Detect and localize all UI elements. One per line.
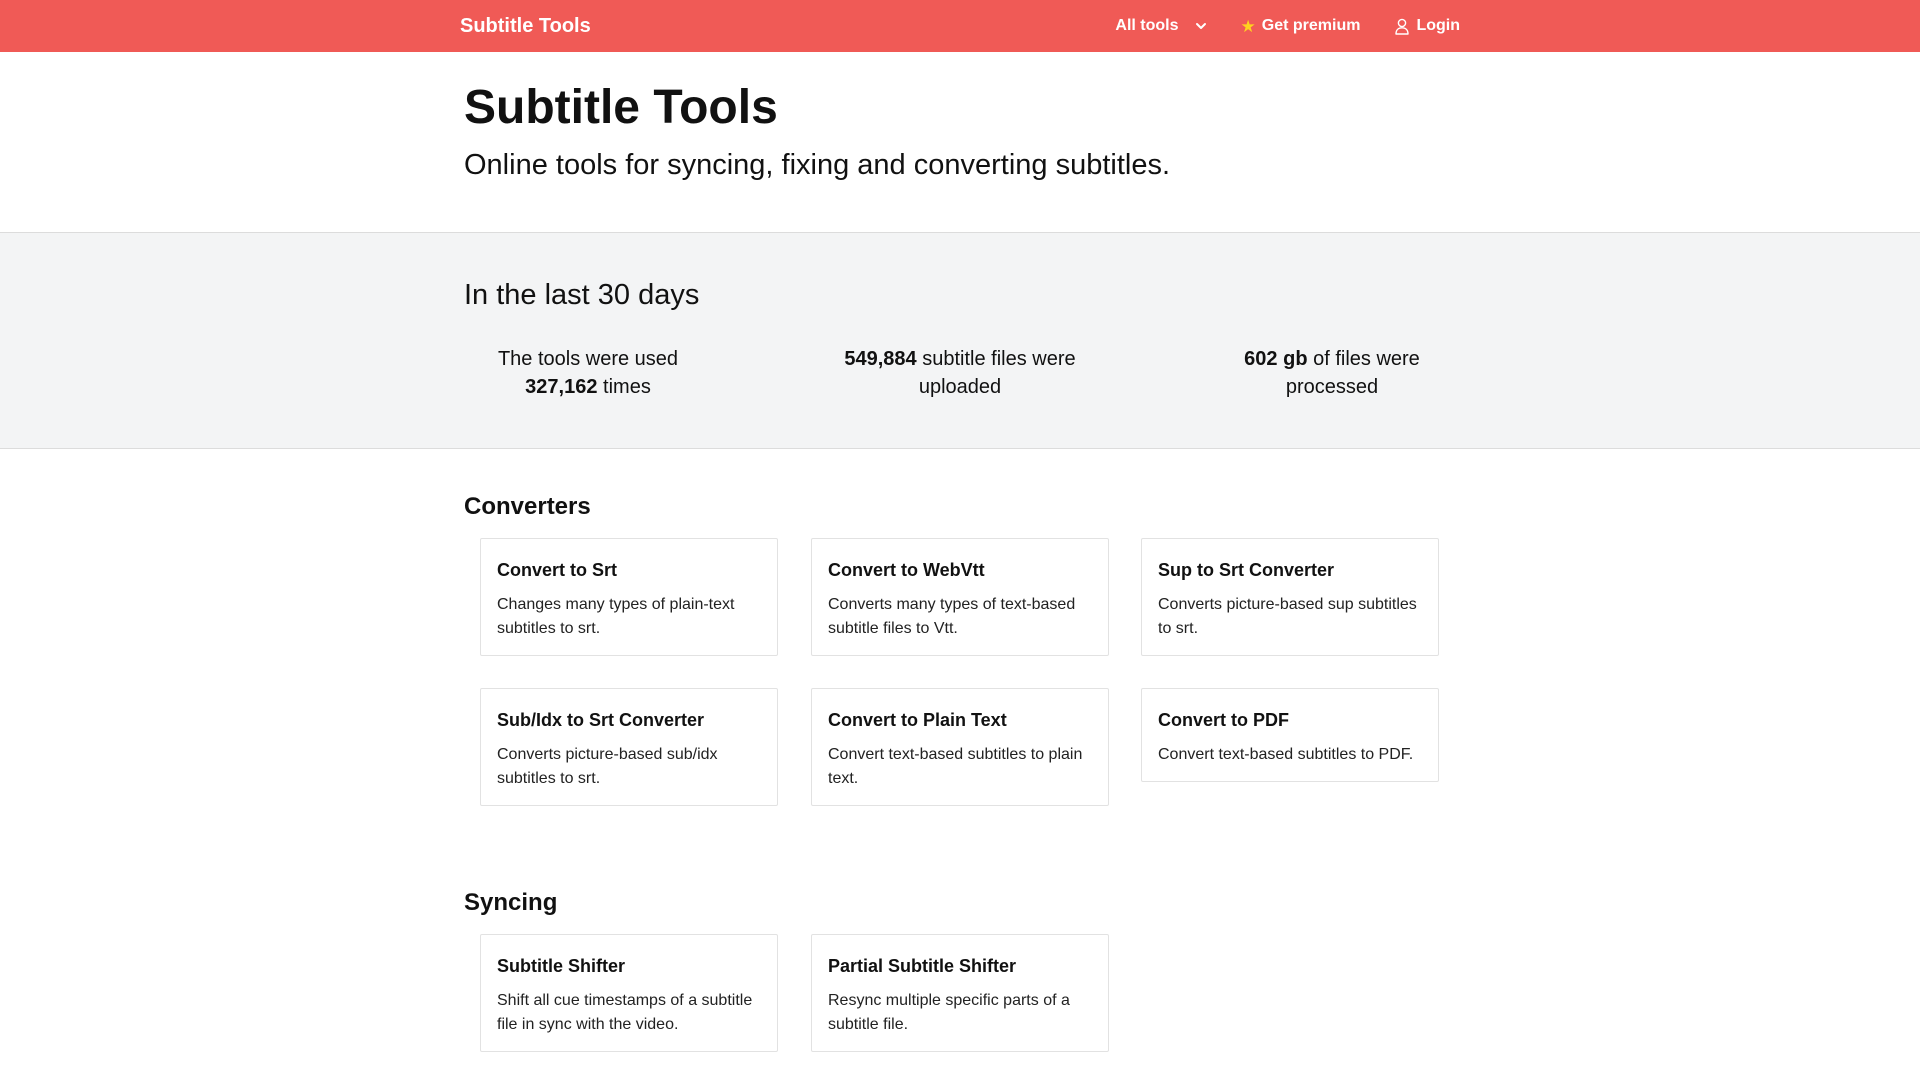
tool-card-title: Sup to Srt Converter [1158,560,1335,580]
stats-heading: In the last 30 days [464,279,700,311]
stats-section [0,233,1920,449]
login-link[interactable] [1394,17,1460,35]
get-premium-link[interactable] [1241,17,1361,35]
converters-heading: Converters [464,493,591,520]
top-navbar [0,0,1920,52]
tool-card-description: Convert text-based subtitles to PDF. [1158,746,1414,763]
hero-section [0,52,1920,233]
tool-card-convert-to-srt[interactable] [480,538,778,656]
tool-card-subidx-to-srt[interactable] [480,688,778,806]
tool-card-convert-to-plain-text[interactable] [811,688,1109,806]
tool-card-title: Subtitle Shifter [497,956,626,976]
tool-card-convert-to-pdf[interactable] [1141,688,1439,782]
chevron-down-icon [1195,20,1207,32]
brand-link[interactable]: Subtitle Tools [460,15,591,37]
page-title: Subtitle Tools [464,81,778,134]
stat-files-uploaded [830,345,1090,401]
stat-processed-suffix: of files were processed [1285,348,1420,398]
tool-card-sup-to-srt[interactable] [1141,538,1439,656]
tool-card-description: Converts many types of text-based subtitle files to Vtt. [828,596,1076,637]
get-premium-label: Get premium [1261,17,1361,34]
tool-card-title: Partial Subtitle Shifter [828,956,1017,976]
tool-card-description: Converts picture-based sub/idx subtitles to srt. [497,746,718,787]
page-subtitle: Online tools for syncing, fixing and converting subtitles. [464,149,1171,181]
star-icon: ★ [1240,16,1256,36]
user-icon [1394,18,1410,35]
all-tools-label: All tools [1115,17,1179,34]
tool-card-convert-to-webvtt[interactable] [811,538,1109,656]
stat-uploaded-count: 549,884 [844,348,917,370]
tool-card-title: Convert to PDF [1158,710,1290,730]
tool-card-description: Resync multiple specific parts of a subtitle file. [828,992,1070,1033]
tool-card-title: Convert to Srt [497,560,618,580]
tool-card-partial-subtitle-shifter[interactable] [811,934,1109,1052]
all-tools-dropdown[interactable] [1115,17,1206,35]
syncing-heading: Syncing [464,889,558,916]
stat-used-prefix: The tools were used [497,348,679,370]
tool-card-title: Convert to WebVtt [828,560,985,580]
stat-tools-used [458,345,718,401]
tool-card-description: Shift all cue timestamps of a subtitle file in sync with the video. [497,992,753,1033]
tool-card-description: Changes many types of plain-text subtitles to srt. [497,596,735,637]
login-label: Login [1416,17,1460,34]
tool-card-title: Sub/Idx to Srt Converter [497,710,705,730]
stat-used-count: 327,162 [525,376,598,398]
stat-files-processed [1202,345,1462,401]
tool-card-description: Convert text-based subtitles to plain text. [828,746,1083,787]
stat-processed-count: 602 gb [1244,348,1308,370]
tool-card-description: Converts picture-based sup subtitles to srt. [1158,596,1417,637]
nav-menu [1115,0,1460,52]
tool-card-subtitle-shifter[interactable] [480,934,778,1052]
stat-used-suffix: times [603,376,651,398]
stat-uploaded-suffix: subtitle files were uploaded [918,348,1076,398]
tool-card-title: Convert to Plain Text [828,710,1007,730]
